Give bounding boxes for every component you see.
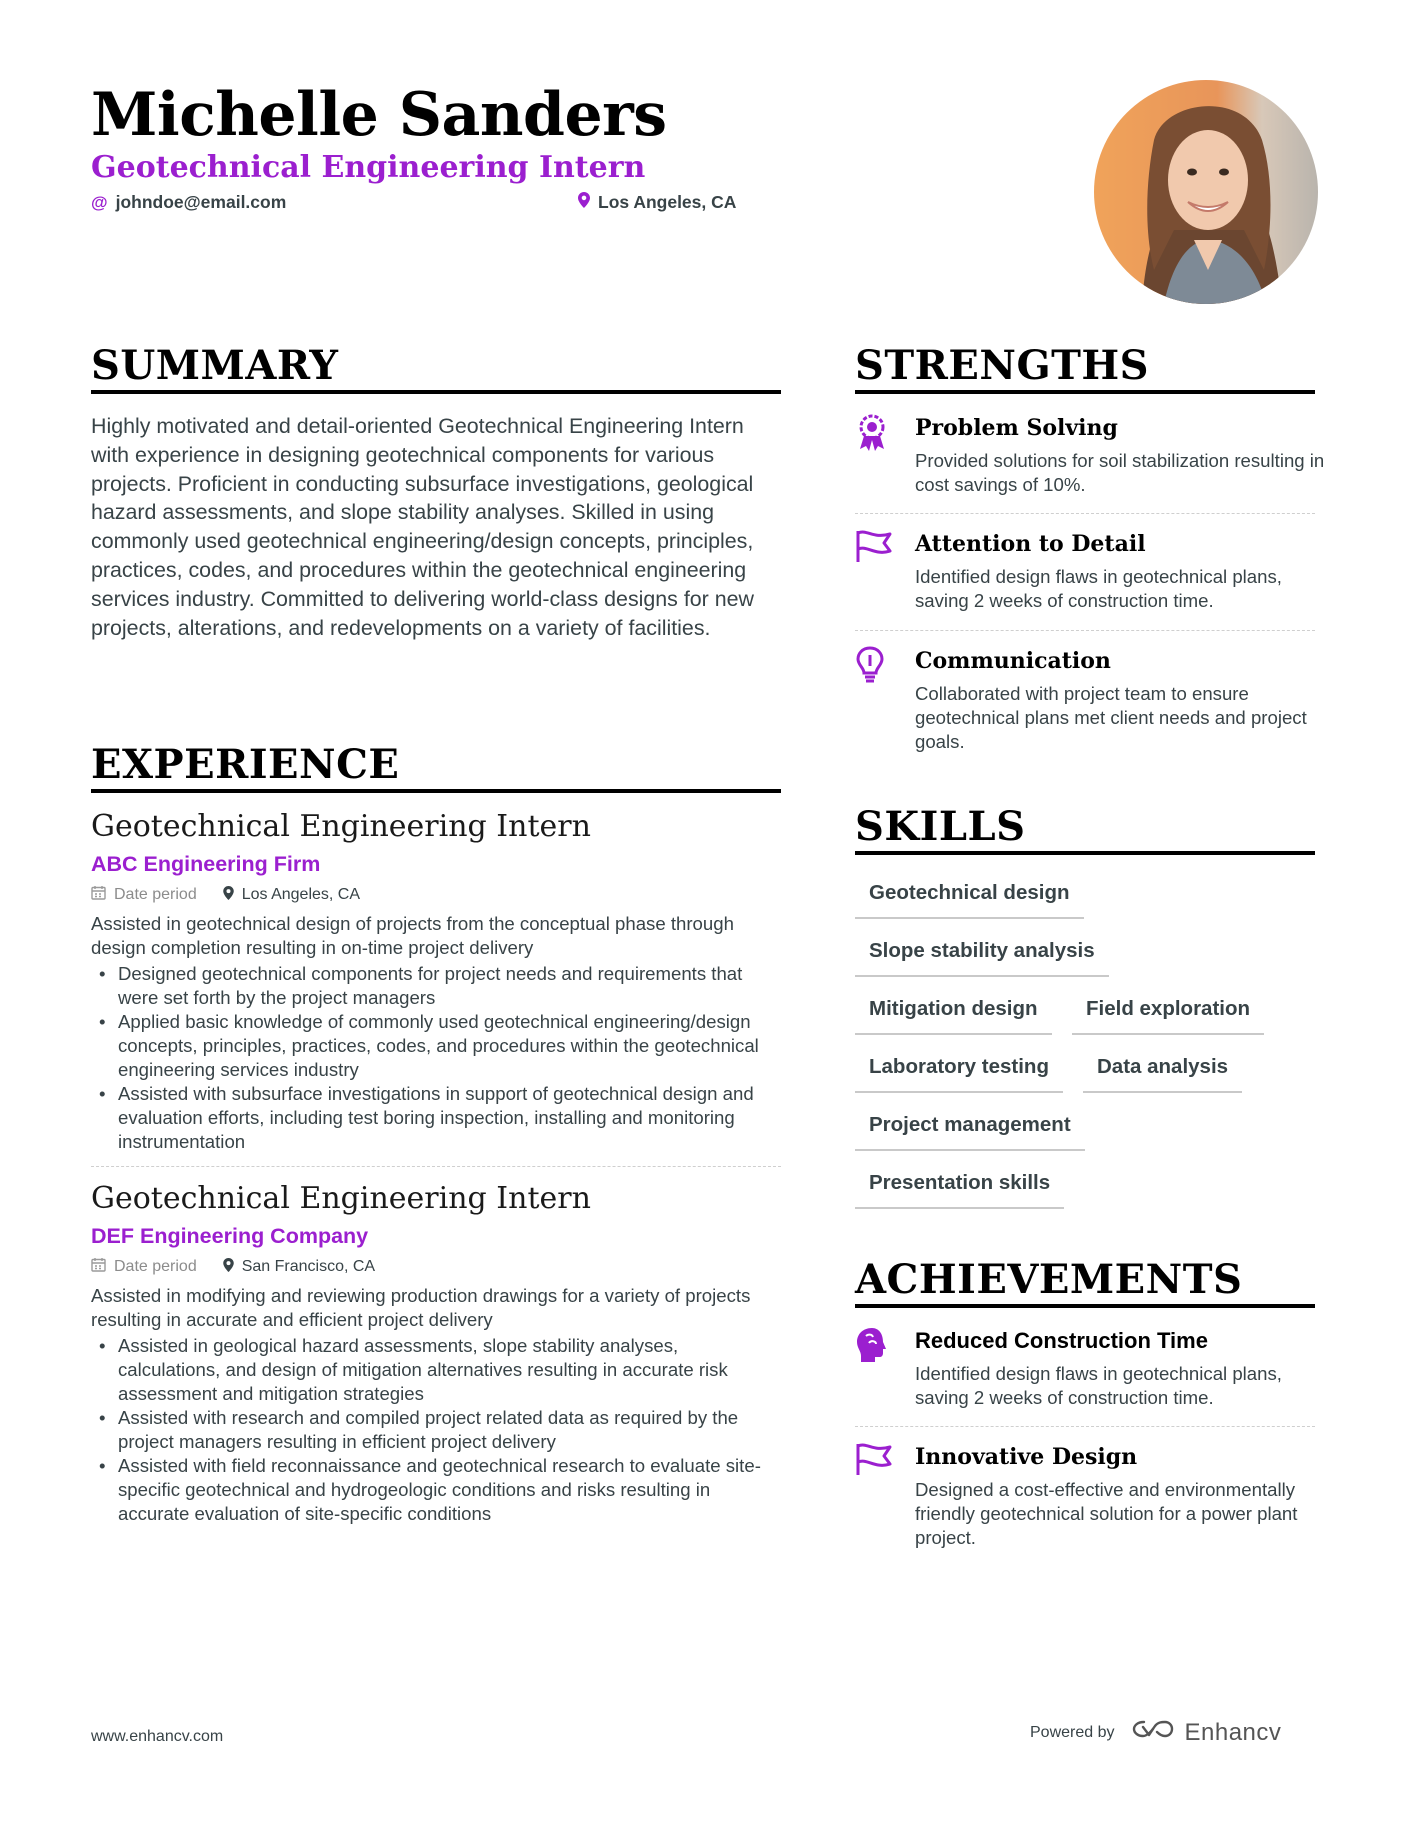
skill-tag: Field exploration [1072, 995, 1264, 1035]
skill-tag: Project management [855, 1111, 1085, 1151]
achievement-item [855, 1326, 1315, 1426]
brain-head-icon [855, 1326, 895, 1366]
achievement-item [855, 1442, 1315, 1552]
strength-title: Problem Solving [915, 415, 1118, 441]
job-title: Geotechnical Engineering Intern [91, 1181, 591, 1216]
strength-item [855, 529, 1315, 619]
skill-tag: Data analysis [1083, 1053, 1242, 1093]
divider [91, 1166, 781, 1167]
job-meta [91, 884, 781, 906]
experience-entry [91, 1180, 781, 1526]
calendar-icon [91, 1257, 106, 1277]
job-bullets [91, 1334, 781, 1526]
achievement-description: Identified design flaws in geotechnical plans, saving 2 weeks of construction time. [915, 1363, 1282, 1408]
job-bullet: • Applied basic knowledge of commonly used geotechnical engineering/design concepts, principles, practices, codes, and procedures within the geotechnical engineering services industry [91, 1010, 781, 1082]
job-bullet: • Assisted with subsurface investigations in support of geotechnical design and evaluation efforts, including test boring inspection, installing and monitoring instrumentation [91, 1082, 781, 1154]
map-pin-icon [578, 192, 590, 213]
company-name: ABC Engineering Firm [91, 852, 321, 876]
skills-heading: SKILLS [855, 805, 1315, 855]
strengths-heading: STRENGTHS [855, 344, 1315, 394]
job-bullet: • Assisted with research and compiled project related data as required by the project managers resulting in efficient project delivery [91, 1406, 781, 1454]
powered-by-label: Powered by [1030, 1723, 1115, 1741]
email-text: johndoe@email.com [115, 192, 287, 212]
profile-photo [1094, 80, 1318, 304]
skill-tag: Mitigation design [855, 995, 1052, 1035]
strength-title: Communication [915, 648, 1111, 674]
flag-icon [855, 1442, 895, 1482]
job-meta [91, 1256, 781, 1278]
enhancv-logo-icon [1131, 1718, 1175, 1747]
location-text: Los Angeles, CA [598, 192, 737, 212]
achievement-description: Designed a cost-effective and environmentally friendly geotechnical solution for a power plant project. [915, 1479, 1298, 1548]
job-description: Assisted in geotechnical design of projects from the conceptual phase through design completion resulting in on-time project delivery [91, 913, 734, 958]
skill-tag: Slope stability analysis [855, 937, 1109, 977]
candidate-name: Michelle Sanders [91, 80, 667, 150]
location-contact [578, 192, 736, 213]
job-bullet: • Assisted with field reconnaissance and geotechnical research to evaluate site-specific geotechnical and hydrogeologic conditions and risks resulting in accurate evaluation of site-specific conditions [91, 1454, 781, 1526]
divider [855, 630, 1315, 631]
summary-text: Highly motivated and detail-oriented Geotechnical Engineering Intern with experience in designing geotechnical components for various projects. Proficient in conducting subsurface investigations, geological hazard assessments, and slope stability analyses. Skilled in using commonly used geotechnical engineering/design concepts, principles, practices, codes, and procedures within the geotechnical engineering services industry. Committed to delivering world-class designs for new projects, alterations, and redevelopments on a variety of facilities. [91, 414, 754, 640]
achievements-heading: ACHIEVEMENTS [855, 1258, 1315, 1308]
experience-heading: EXPERIENCE [91, 743, 781, 793]
strength-description: Collaborated with project team to ensure geotechnical plans met client needs and project goals. [915, 683, 1307, 752]
divider [855, 1426, 1315, 1427]
job-bullets [91, 962, 781, 1154]
footer-url[interactable]: www.enhancv.com [91, 1728, 224, 1745]
strength-description: Identified design flaws in geotechnical plans, saving 2 weeks of construction time. [915, 566, 1282, 611]
calendar-icon [91, 885, 106, 905]
job-location: San Francisco, CA [241, 1258, 376, 1275]
job-description: Assisted in modifying and reviewing production drawings for a variety of projects resulting in accurate and efficient project delivery [91, 1285, 751, 1330]
map-pin-icon [223, 886, 234, 905]
job-title: Geotechnical Engineering Intern [91, 809, 591, 844]
flag-icon [855, 529, 895, 569]
footer-branding[interactable] [1030, 1718, 1281, 1747]
skill-tag: Geotechnical design [855, 879, 1084, 919]
brand-name: Enhancv [1184, 1718, 1282, 1746]
divider [855, 513, 1315, 514]
award-ribbon-icon [855, 413, 895, 453]
email-contact[interactable] [91, 192, 286, 213]
candidate-title: Geotechnical Engineering Intern [91, 150, 646, 185]
job-bullet: • Designed geotechnical components for project needs and requirements that were set forth by the project managers [91, 962, 781, 1010]
achievement-title: Reduced Construction Time [915, 1328, 1208, 1353]
at-sign-icon: @ [91, 192, 108, 212]
company-name: DEF Engineering Company [91, 1224, 369, 1248]
job-bullet: • Assisted in geological hazard assessments, slope stability analyses, calculations, and design of mitigation alternatives resulting in accurate risk assessment and mitigation strategies [91, 1334, 781, 1406]
date-period: Date period [114, 1258, 197, 1275]
experience-entry [91, 808, 781, 1154]
strength-title: Attention to Detail [915, 531, 1146, 557]
skill-tag: Presentation skills [855, 1169, 1064, 1209]
strength-item [855, 646, 1315, 756]
lightbulb-icon [855, 646, 895, 686]
strength-description: Provided solutions for soil stabilization resulting in cost savings of 10%. [915, 450, 1325, 495]
strength-item [855, 413, 1325, 503]
skill-tag: Laboratory testing [855, 1053, 1063, 1093]
map-pin-icon [223, 1258, 234, 1277]
achievement-title: Innovative Design [915, 1444, 1138, 1470]
summary-heading: SUMMARY [91, 344, 781, 394]
brand-logo[interactable] [1131, 1718, 1282, 1747]
date-period: Date period [114, 886, 197, 903]
job-location: Los Angeles, CA [241, 886, 361, 903]
